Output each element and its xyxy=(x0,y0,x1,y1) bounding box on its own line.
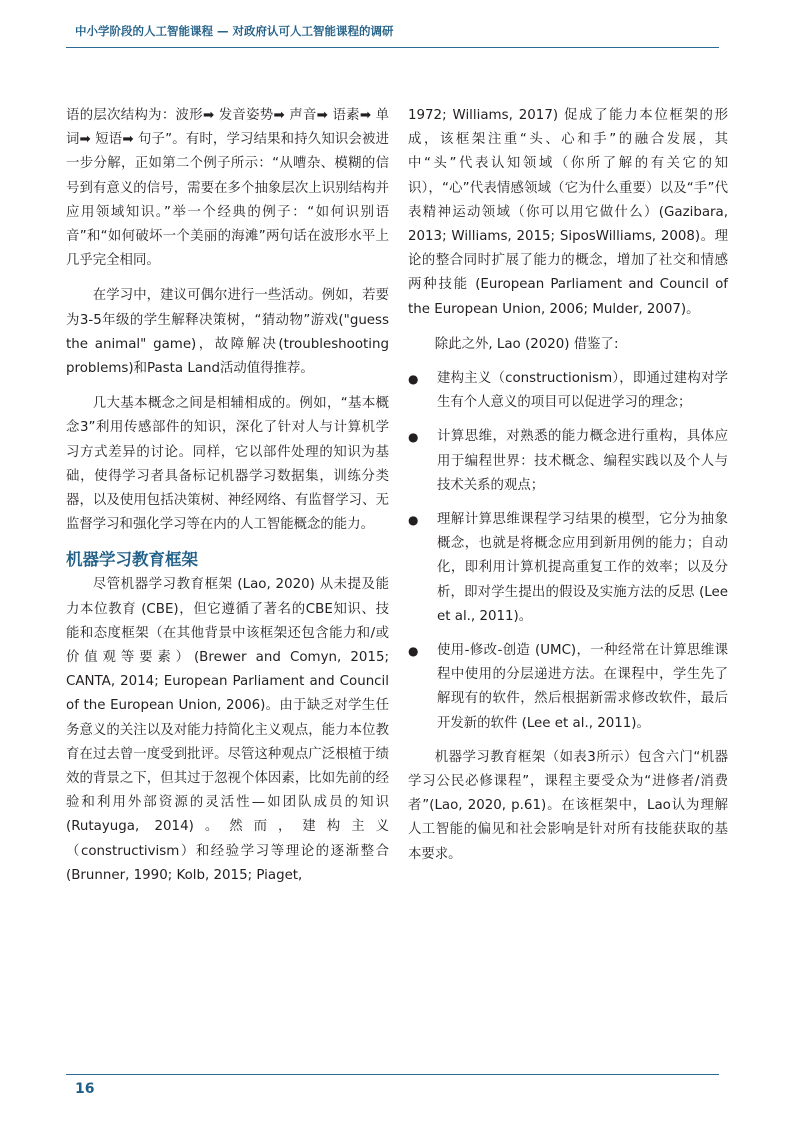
paragraph-framework: 尽管机器学习教育框架 (Lao, 2020) 从未提及能力本位教育 (CBE)，但它遵循了著名的CBE知识、技能和态度框架（在其他背景中该框架还包含能力和/或价值观等要素）(Brewer and Comyn, 2015; CANTA, 2014; European Parliament and Council of the European Union, 2006)。由于缺乏对学生任务意义的关注以及对能力持简化主义观点，能力本位教育在过去曾一度受到批评。尽管这种观点广泛根植于绩效的背景之下，但其过于忽视个体因素，比如先前的经验和利用外部资源的灵活性—如团队成员的知识 (Rutayuga, 2014)。然而，建构主义（constructivism）和经验学习等理论的逐渐整合 (Brunner, 1990; Kolb, 2015; Piaget, xyxy=(66,577,389,883)
paragraph-phoneme-hierarchy: 语的层次结构为：波形➡ 发音姿势➡ 声音➡ 语素➡ 单词➡ 短语➡ 句子”。有时，学习结果和持久知识会被进一步分解，正如第二个例子所示：“从嘈杂、模糊的信号到有意义的信号，需要在多个抽象层次上识别结构并应用领域知识。”举一个经典的例子：“如何识别语音”和“如何破坏一个美丽的海滩”两句话在波形水平上几乎完全相同。 xyxy=(66,108,389,269)
paragraph-activities: 在学习中，建议可偶尔进行一些活动。例如，若要为3-5年级的学生解释决策树，“猜动物”游戏("guess the animal" game)，故障解决(troubleshooting problems)和Pasta Land活动值得推荐。 xyxy=(66,288,389,377)
section-heading: 机器学习教育框架 xyxy=(66,550,198,570)
page-number: 16 xyxy=(75,1081,95,1097)
paragraph-basic-concepts: 几大基本概念之间是相辅相成的。例如，“基本概念3”利用传感部件的知识，深化了针对人与计算机学习方式差异的讨论。同样，它以部件处理的知识为基础，使得学习者具备标记机器学习数据集，训练分类器，以及使用包括决策树、神经网络、有监督学习、无监督学习和强化学习等在内的人工智能概念的能力。 xyxy=(66,396,389,533)
bullet-list xyxy=(408,367,728,736)
bullet-icon: ● xyxy=(408,372,419,387)
list-item xyxy=(408,508,728,629)
bullet-icon: ● xyxy=(408,644,419,659)
header-divider xyxy=(66,47,719,48)
list-item xyxy=(408,639,728,736)
right-column xyxy=(408,104,728,867)
list-item-text: 使用-修改-创造 (UMC)，一种经常在计算思维课程中使用的分层递进方法。在课程中，学生先了解现有的软件，然后根据新需求修改软件，最后开发新的软件 (Lee et al., 2011)。 xyxy=(437,643,728,731)
paragraph-head-heart-hand: 1972; Williams, 2017) 促成了能力本位框架的形成，该框架注重“头、心和手”的融合发展，其中“头”代表认知领域（你所了解的有关它的知识），“心”代表情感领域（它为什么重要）以及“手”代表精神运动领域（你可以用它做什么）(Gazibara, 2013; Williams, 2015; SiposWilliams, 2008)。理论的整合同时扩展了能力的概念，增加了社交和情感两种技能 (European Parliament and Council of the European Union, 2006; Mulder, 2007)。 xyxy=(408,108,728,317)
footer-divider xyxy=(66,1074,719,1075)
left-column xyxy=(66,104,389,888)
running-header: 中小学阶段的人工智能课程 — 对政府认可人工智能课程的调研 xyxy=(75,24,394,38)
list-item-text: 理解计算思维课程学习结果的模型，它分为抽象概念，也就是将概念应用到新用例的能力；自动化，即利用计算机提高重复工作的效率；以及分析，即对学生提出的假设及实施方法的反思 (Lee et al., 2011)。 xyxy=(437,512,728,624)
bullet-icon: ● xyxy=(408,513,419,528)
list-item xyxy=(408,425,728,498)
list-item xyxy=(408,367,728,415)
bullet-icon: ● xyxy=(408,430,419,445)
paragraph-six-courses: 机器学习教育框架（如表3所示）包含六门“机器学习公民必修课程”，课程主要受众为“进修者/消费者”(Lao, 2020, p.61)。在该框架中，Lao认为理解人工智能的偏见和社会影响是针对所有技能获取的基本要求。 xyxy=(408,749,728,862)
list-item-text: 建构主义（constructionism），即通过建构对学生有个人意义的项目可以促进学习的理念； xyxy=(437,371,728,411)
paragraph-lao-draws-on: 除此之外, Lao (2020) 借鉴了: xyxy=(434,336,619,352)
list-item-text: 计算思维，对熟悉的能力概念进行重构，具体应用于编程世界：技术概念、编程实践以及个人与技术关系的观点； xyxy=(437,429,728,493)
